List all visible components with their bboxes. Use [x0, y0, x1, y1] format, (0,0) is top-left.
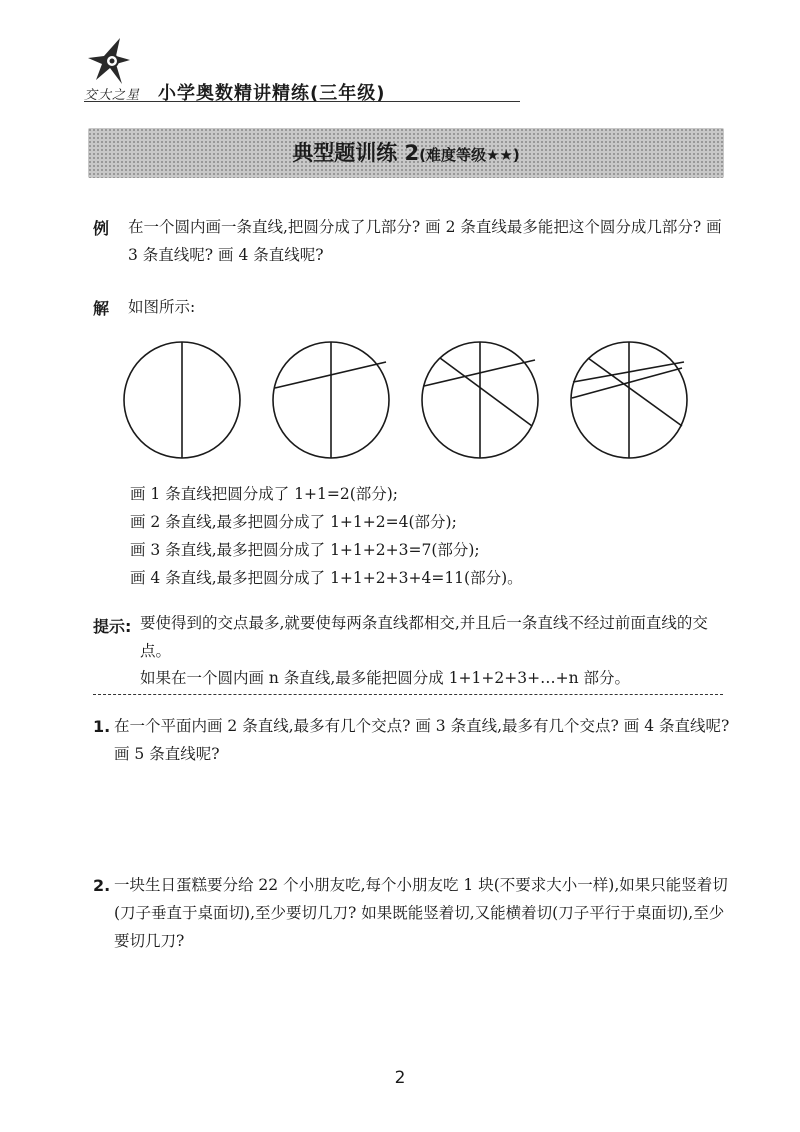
hint-label: 提示:: [93, 617, 132, 636]
circle-2-lines: [273, 342, 389, 458]
question-1-number: 1.: [93, 717, 111, 736]
question-2-text: 一块生日蛋糕要分给 22 个小朋友吃,每个小朋友吃 1 块(不要求大小一样),如果只能竖着切(刀子垂直于桌面切),至少要切几刀? 如果既能竖着切,又能横着切(刀子平行于桌面切),至少要切几刀?: [114, 876, 728, 950]
hint-text: 要使得到的交点最多,就要使每两条直线都相交,并且后一条直线不经过前面直线的交点。: [140, 614, 708, 660]
header-divider: [84, 101, 520, 102]
dashed-divider: [93, 694, 723, 695]
brand-name: 交大之星: [84, 88, 141, 103]
question-1-text: 在一个平面内画 2 条直线,最多有几个交点? 画 3 条直线,最多有几个交点? 画 4 条直线呢? 画 5 条直线呢?: [114, 717, 730, 763]
solution-step: 画 3 条直线,最多把圆分成了 1+1+2+3=7(部分);: [130, 541, 480, 559]
book-title: 小学奥数精讲精练(三年级): [158, 83, 386, 104]
circle-3-lines: [422, 342, 538, 458]
solution-step: 画 4 条直线,最多把圆分成了 1+1+2+3+4=11(部分)。: [130, 569, 523, 587]
circle-4-lines: [571, 342, 687, 458]
difficulty-label: (难度等级★★): [419, 146, 520, 164]
example-text: 在一个圆内画一条直线,把圆分成了几部分? 画 2 条直线最多能把这个圆分成几部分? 画 3 条直线呢? 画 4 条直线呢?: [128, 218, 722, 264]
solution-intro: 如图所示:: [128, 298, 196, 316]
example-label: 例: [93, 219, 110, 238]
section-title: [88, 128, 724, 178]
circle-1-line: [124, 342, 240, 458]
circle-diagrams: [122, 338, 702, 462]
hint-general-rule: 如果在一个圆内画 n 条直线,最多能把圆分成 1+1+2+3+…+n 部分。: [140, 669, 630, 687]
question-2-number: 2.: [93, 876, 111, 895]
section-title-text: 典型题训练 2: [292, 141, 420, 165]
solution-label: 解: [93, 299, 110, 318]
solution-steps: [130, 480, 690, 592]
page-number: 2: [394, 1068, 406, 1088]
solution-step: 画 2 条直线,最多把圆分成了 1+1+2=4(部分);: [130, 513, 457, 531]
solution-step: 画 1 条直线把圆分成了 1+1=2(部分);: [130, 485, 399, 503]
